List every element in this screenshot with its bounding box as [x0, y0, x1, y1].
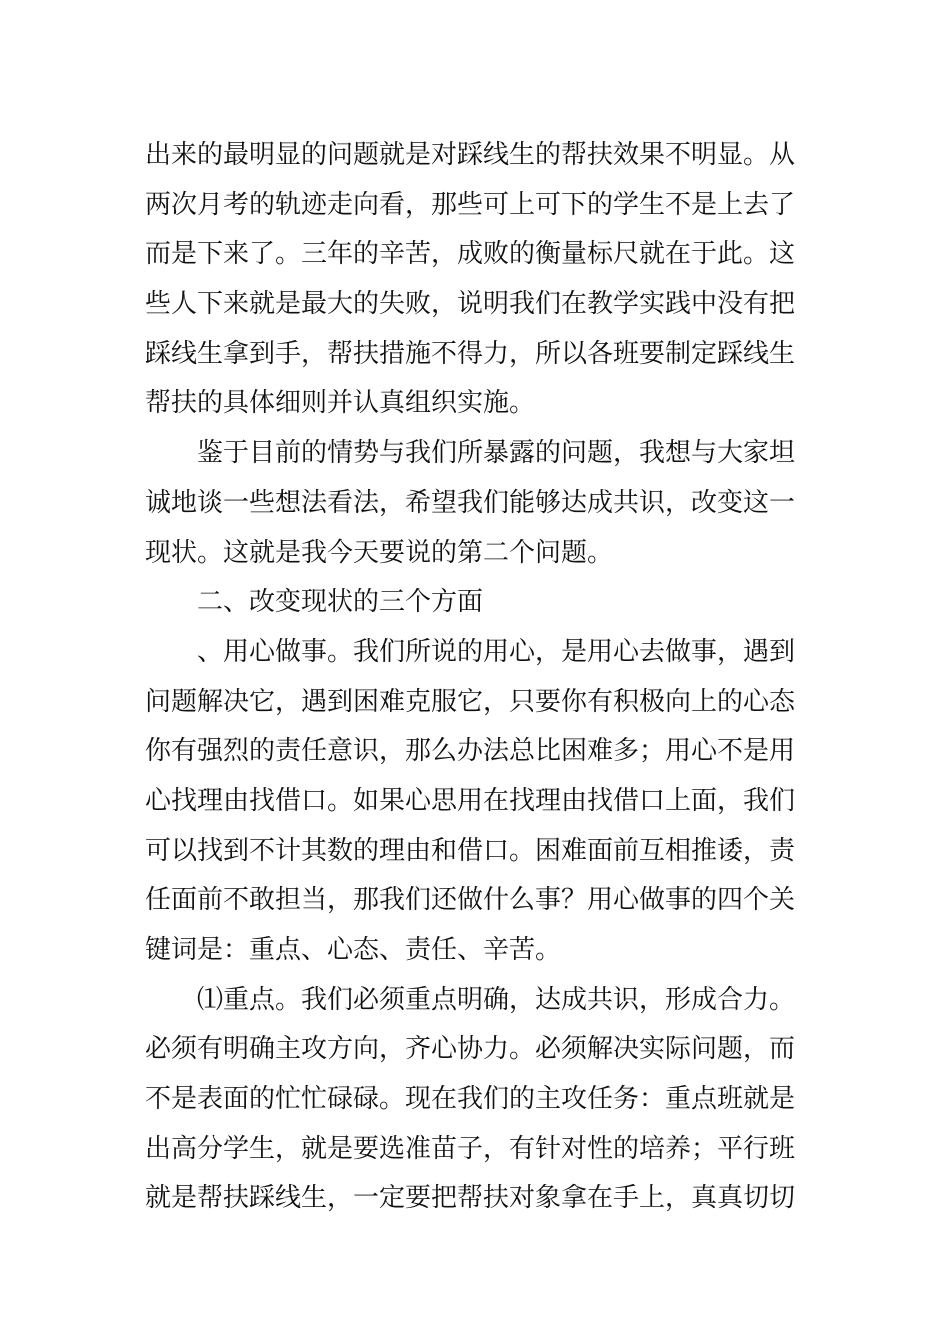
text-line: 心找理由找借口。如果心思用在找理由找借口上面，我们: [145, 785, 796, 816]
section-heading: 二、改变现状的三个方面: [197, 587, 484, 618]
text-line: 你有强烈的责任意识，那么办法总比困难多；用心不是用: [145, 736, 796, 767]
text-line: 帮扶的具体细则并认真组织实施。: [145, 388, 536, 419]
document-page: [145, 131, 815, 1224]
text-line: 就是帮扶踩线生，一定要把帮扶对象拿在手上，真真切切: [145, 1183, 796, 1214]
text-line: 键词是：重点、心态、责任、辛苦。: [145, 935, 562, 965]
text-line: 任面前不敢担当，那我们还做什么事？用心做事的四个关: [145, 885, 796, 916]
text-line: 诚地谈一些想法看法，希望我们能够达成共识，改变这一: [145, 487, 796, 518]
text-line: 不是表面的忙忙碌碌。现在我们的主攻任务：重点班就是: [145, 1084, 796, 1115]
text-line: 现状。这就是我今天要说的第二个问题。: [145, 537, 614, 568]
text-line: 鉴于目前的情势与我们所暴露的问题，我想与大家坦: [197, 438, 796, 469]
text-line: ⑴重点。我们必须重点明确，达成共识，形成合力。: [197, 984, 796, 1015]
text-line: 而是下来了。三年的辛苦，成败的衡量标尺就在于此。这: [145, 239, 796, 270]
text-line: 问题解决它，遇到困难克服它，只要你有积极向上的心态: [145, 686, 796, 717]
text-line: 出高分学生，就是要选准苗子，有针对性的培养；平行班: [145, 1133, 796, 1164]
text-line: 必须有明确主攻方向，齐心协力。必须解决实际问题，而: [145, 1034, 796, 1065]
text-line: 两次月考的轨迹走向看，那些可上可下的学生不是上去了: [145, 189, 796, 220]
text-line: 些人下来就是最大的失败，说明我们在教学实践中没有把: [145, 289, 796, 320]
text-line: 出来的最明显的问题就是对踩线生的帮扶效果不明显。从: [145, 140, 796, 170]
text-line: 可以找到不计其数的理由和借口。困难面前互相推诿，责: [145, 835, 796, 866]
text-line: 、用心做事。我们所说的用心，是用心去做事，遇到: [197, 636, 796, 667]
text-line: 踩线生拿到手，帮扶措施不得力，所以各班要制定踩线生: [145, 338, 796, 369]
